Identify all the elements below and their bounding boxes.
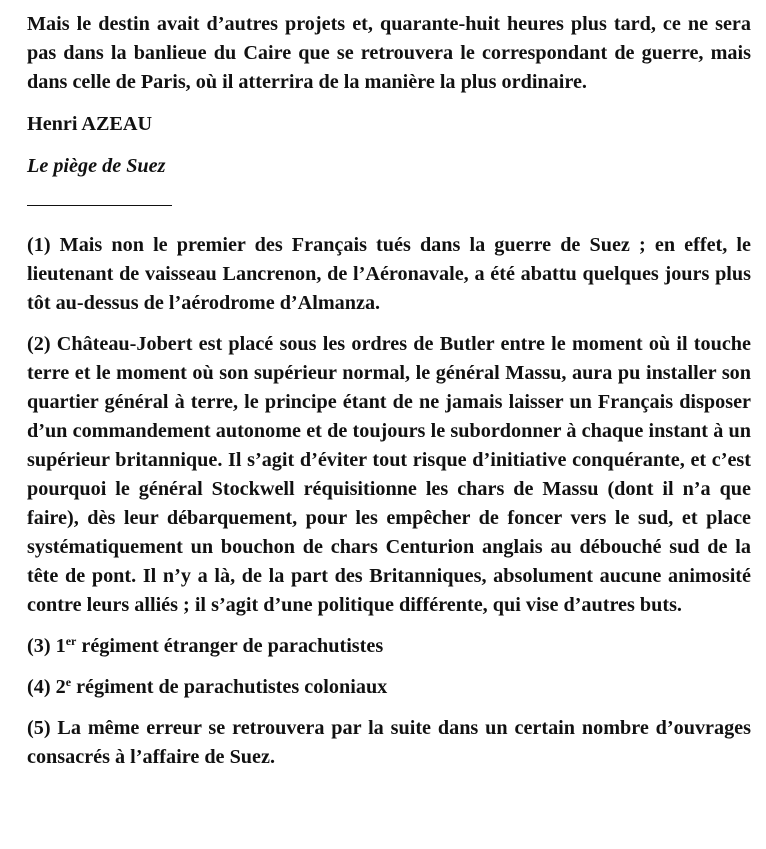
footnote-3-text: régiment étranger de parachutistes	[76, 635, 384, 657]
book-title: Le piège de Suez	[27, 155, 166, 177]
footnote-4	[27, 673, 751, 702]
footnote-3-superscript: er	[65, 634, 77, 648]
author-name: Henri AZEAU	[27, 113, 153, 135]
footnote-2: (2) Château-Jobert est placé sous les ordres de Butler entre le moment où il touche terre et le moment où son supérieur normal, le général Massu, aura pu installer son quartier général à terre, le principe étant de ne jamais laisser un Français disposer d’un commandement autonome et de toujours le subordonner à chaque instant à un supérieur britannique. Il s’agit d’éviter tout risque d’initiative conquérante, et c’est pourquoi le général Stockwell réquisitionne les chars de Massu (dont il n’a que faire), dès leur débarquement, pour les empêcher de foncer vers le sud, et place systématiquement un bouchon de chars Centurion anglais au débouché sud de la tête de pont. Il n’y a là, de la part des Britanniques, absolument aucune animosité contre leurs alliés ; il s’agit d’une politique différente, qui vise d’autres buts.	[27, 333, 751, 616]
footnote-separator	[27, 205, 172, 206]
footnote-3	[27, 632, 751, 661]
footnote-1: (1) Mais non le premier des Français tués dans la guerre de Suez ; en effet, le lieutenant de vaisseau Lancrenon, de l’Aéronavale, a été abattu quelques jours plus tôt au-dessus de l’aérodrome d’Almanza.	[27, 234, 751, 314]
footnote-4-text: régiment de parachutistes coloniaux	[71, 676, 388, 698]
intro-paragraph: Mais le destin avait d’autres projets et, quarante-huit heures plus tard, ce ne sera pas dans la banlieue du Caire que se retrouvera le correspondant de guerre, mais dans celle de Paris, où il atterrira de la manière la plus ordinaire.	[27, 13, 751, 93]
footnote-5: (5) La même erreur se retrouvera par la suite dans un certain nombre d’ouvrages consacrés à l’affaire de Suez.	[27, 717, 751, 768]
footnote-4-superscript: e	[65, 675, 72, 689]
footnote-4-prefix: (4) 2	[27, 676, 66, 698]
footnotes	[27, 231, 751, 772]
footnote-3-prefix: (3) 1	[27, 635, 66, 657]
